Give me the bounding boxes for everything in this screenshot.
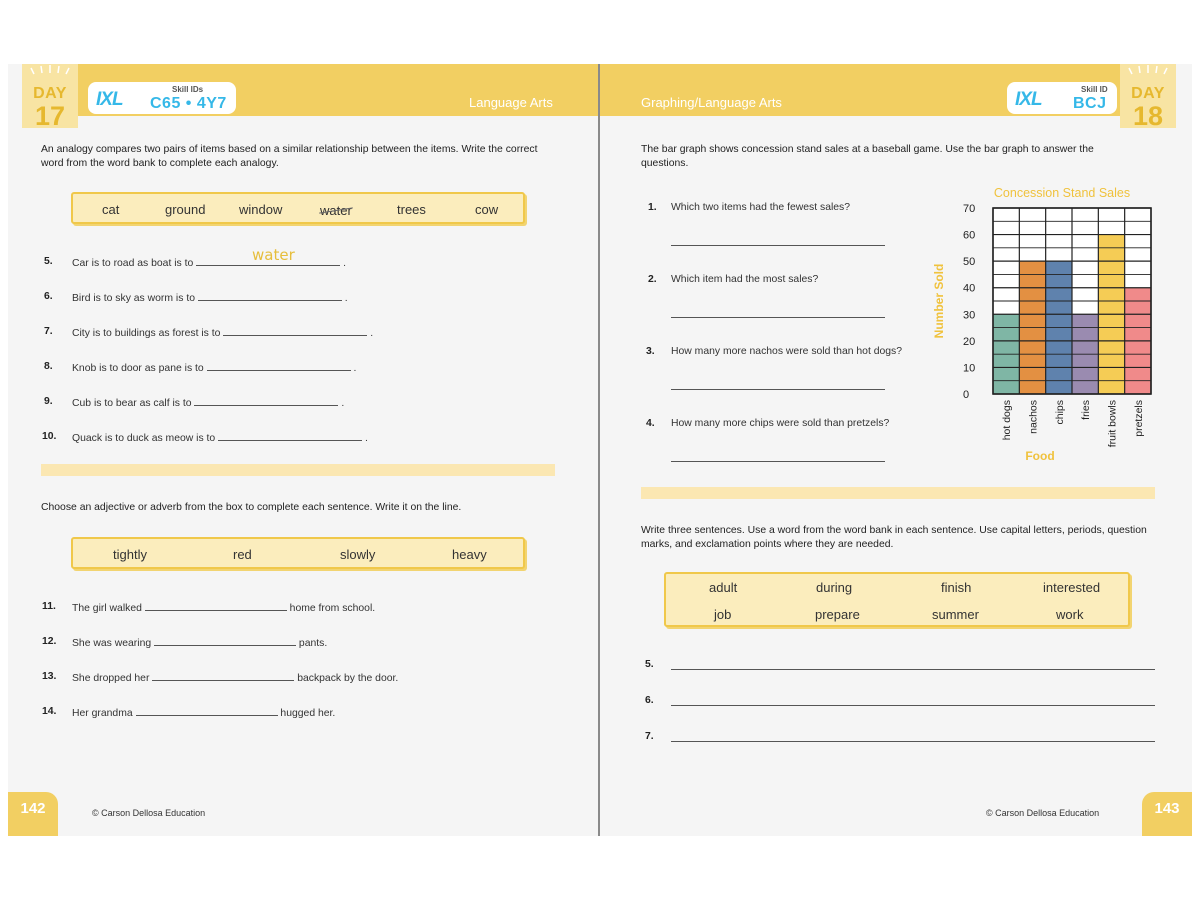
graph-question: Which two items had the fewest sales?	[671, 202, 851, 213]
answer-blank[interactable]	[223, 326, 367, 336]
answer-blank[interactable]	[198, 291, 342, 301]
sentence-question: Her grandma hugged her.	[72, 708, 336, 719]
word-bank-item: tightly	[113, 547, 147, 562]
left-page	[8, 64, 598, 836]
ixl-skill-badge[interactable]	[1007, 82, 1117, 114]
y-tick-label: 40	[963, 282, 976, 295]
y-tick-label: 60	[963, 229, 976, 242]
question-number: 7.	[44, 326, 53, 337]
question-number: 9.	[44, 396, 53, 407]
word-bank-item: heavy	[452, 547, 487, 562]
word-bank-item: finish	[941, 580, 972, 595]
word-bank-item: summer	[932, 607, 979, 622]
word-bank-item: interested	[1043, 580, 1101, 595]
analogy-question: Bird is to sky as worm is to .	[72, 293, 348, 304]
question-number: 3.	[646, 346, 655, 357]
writing-line-number: 7.	[645, 731, 654, 742]
sentence-question: The girl walked home from school.	[72, 603, 376, 614]
sentence-question: She was wearing pants.	[72, 638, 328, 649]
word-bank-item: adult	[709, 580, 738, 595]
graph-instructions: The bar graph shows concession stand sales at a baseball game. Use the bar graph to answer the questions.	[641, 144, 1094, 169]
writing-line[interactable]	[671, 669, 1155, 670]
word-bank-item: job	[714, 607, 732, 622]
word-bank-item: ground	[165, 202, 206, 217]
word-bank-item-crossed: water	[320, 203, 352, 218]
y-tick-label: 20	[963, 335, 976, 348]
section-title: Graphing/Language Arts	[641, 95, 782, 110]
chart-title: Concession Stand Sales	[993, 186, 1131, 200]
y-tick-label: 70	[963, 203, 976, 215]
question-number: 4.	[646, 418, 655, 429]
skill-code: BCJ	[1073, 95, 1107, 112]
word-bank-item: during	[816, 580, 853, 595]
day-label: DAY	[1131, 85, 1165, 102]
y-axis-label: Number Sold	[932, 263, 946, 339]
writing-instructions: Write three sentences. Use a word from the word bank in each sentence. Use capital letters, periods, question marks, and exclamation points where they are needed.	[641, 525, 1147, 550]
word-bank-item: cat	[102, 202, 120, 217]
word-bank-item: prepare	[815, 607, 860, 622]
day-number: 17	[34, 101, 66, 131]
day-number: 18	[1132, 101, 1164, 131]
question-number: 10.	[42, 431, 57, 442]
writing-line[interactable]	[671, 741, 1155, 742]
answer-line[interactable]	[671, 461, 885, 462]
answer-line[interactable]	[671, 317, 885, 318]
y-tick-label: 0	[963, 389, 970, 401]
question-number: 13.	[42, 671, 57, 682]
skill-ids-label: Skill IDs	[172, 85, 204, 94]
right-page	[600, 64, 1192, 836]
answer-line[interactable]	[671, 245, 885, 246]
sentence-question: She dropped her backpack by the door.	[72, 673, 399, 684]
section-divider	[41, 464, 555, 476]
answer-blank[interactable]	[136, 706, 278, 716]
answer-blank[interactable]	[207, 361, 351, 371]
copyright-notice: © Carson Dellosa Education	[92, 808, 206, 818]
analogy-question: Cub is to bear as calf is to .	[72, 398, 345, 409]
sun-rays-icon	[1128, 65, 1168, 75]
section-title: Language Arts	[469, 95, 553, 110]
analogy-question: City is to buildings as forest is to .	[72, 328, 374, 339]
word-bank-item: red	[233, 547, 252, 562]
answer-line[interactable]	[671, 389, 885, 390]
handwritten-answer: water	[252, 246, 295, 264]
answer-blank[interactable]	[152, 671, 294, 681]
word-bank-item: window	[239, 202, 283, 217]
word-bank-item: work	[1056, 607, 1084, 622]
writing-line-number: 5.	[645, 659, 654, 670]
skill-id-label: Skill ID	[1081, 85, 1108, 94]
analogy-instructions: An analogy compares two pairs of items based on a similar relationship between the items. Write the correct word from the word bank to complete each analogy.	[41, 144, 538, 169]
x-axis-label: Food	[1025, 449, 1055, 463]
word-bank-writing	[664, 572, 1130, 627]
ixl-logo: IXL	[1015, 89, 1042, 110]
question-number: 8.	[44, 361, 53, 372]
word-bank-item: cow	[475, 202, 499, 217]
adjective-instructions: Choose an adjective or adverb from the box to complete each sentence. Write it on the line.	[41, 502, 462, 513]
writing-line[interactable]	[671, 705, 1155, 706]
copyright-notice: © Carson Dellosa Education	[986, 808, 1100, 818]
skill-code: C65 • 4Y7	[150, 95, 227, 112]
question-number: 1.	[648, 202, 657, 213]
x-tick-label: pretzels	[1132, 400, 1145, 437]
day-label: DAY	[33, 85, 67, 102]
writing-line-number: 6.	[645, 695, 654, 706]
answer-blank[interactable]	[218, 431, 362, 441]
x-tick-label: fruit bowls	[1106, 400, 1119, 448]
y-tick-label: 30	[963, 309, 976, 322]
answer-blank[interactable]	[145, 601, 287, 611]
word-bank-item: trees	[397, 202, 426, 217]
ixl-logo: IXL	[96, 89, 123, 110]
word-bank-item: slowly	[340, 547, 376, 562]
question-number: 11.	[42, 601, 56, 612]
section-divider	[641, 487, 1155, 499]
graph-question: How many more nachos were sold than hot dogs?	[671, 346, 903, 357]
x-tick-label: nachos	[1027, 400, 1040, 434]
analogy-question: Knob is to door as pane is to .	[72, 363, 357, 374]
x-tick-label: hot dogs	[1001, 400, 1014, 441]
question-number: 12.	[42, 636, 57, 647]
page-number: 143	[1142, 792, 1192, 836]
page-number: 142	[8, 792, 58, 836]
question-number: 5.	[44, 256, 53, 267]
analogy-question: Car is to road as boat is to .	[72, 258, 346, 269]
word-bank-adjectives	[71, 537, 525, 569]
answer-blank[interactable]	[154, 636, 296, 646]
question-number: 14.	[42, 706, 57, 717]
day-badge	[22, 64, 78, 131]
graph-question: How many more chips were sold than pretzels?	[671, 418, 890, 429]
concession-sales-bar-chart	[925, 179, 1155, 479]
sun-rays-icon	[30, 65, 70, 75]
y-tick-label: 50	[963, 256, 976, 269]
answer-blank[interactable]	[194, 396, 338, 406]
day-badge	[1120, 64, 1176, 131]
analogy-question: Quack is to duck as meow is to .	[72, 433, 368, 444]
ixl-skill-badge[interactable]	[88, 82, 236, 114]
graph-question: Which item had the most sales?	[671, 274, 819, 285]
y-tick-label: 10	[963, 362, 976, 375]
question-number: 6.	[44, 291, 53, 302]
x-tick-label: fries	[1080, 400, 1093, 420]
word-bank-analogies	[71, 192, 525, 224]
x-tick-label: chips	[1053, 400, 1066, 425]
question-number: 2.	[648, 274, 657, 285]
